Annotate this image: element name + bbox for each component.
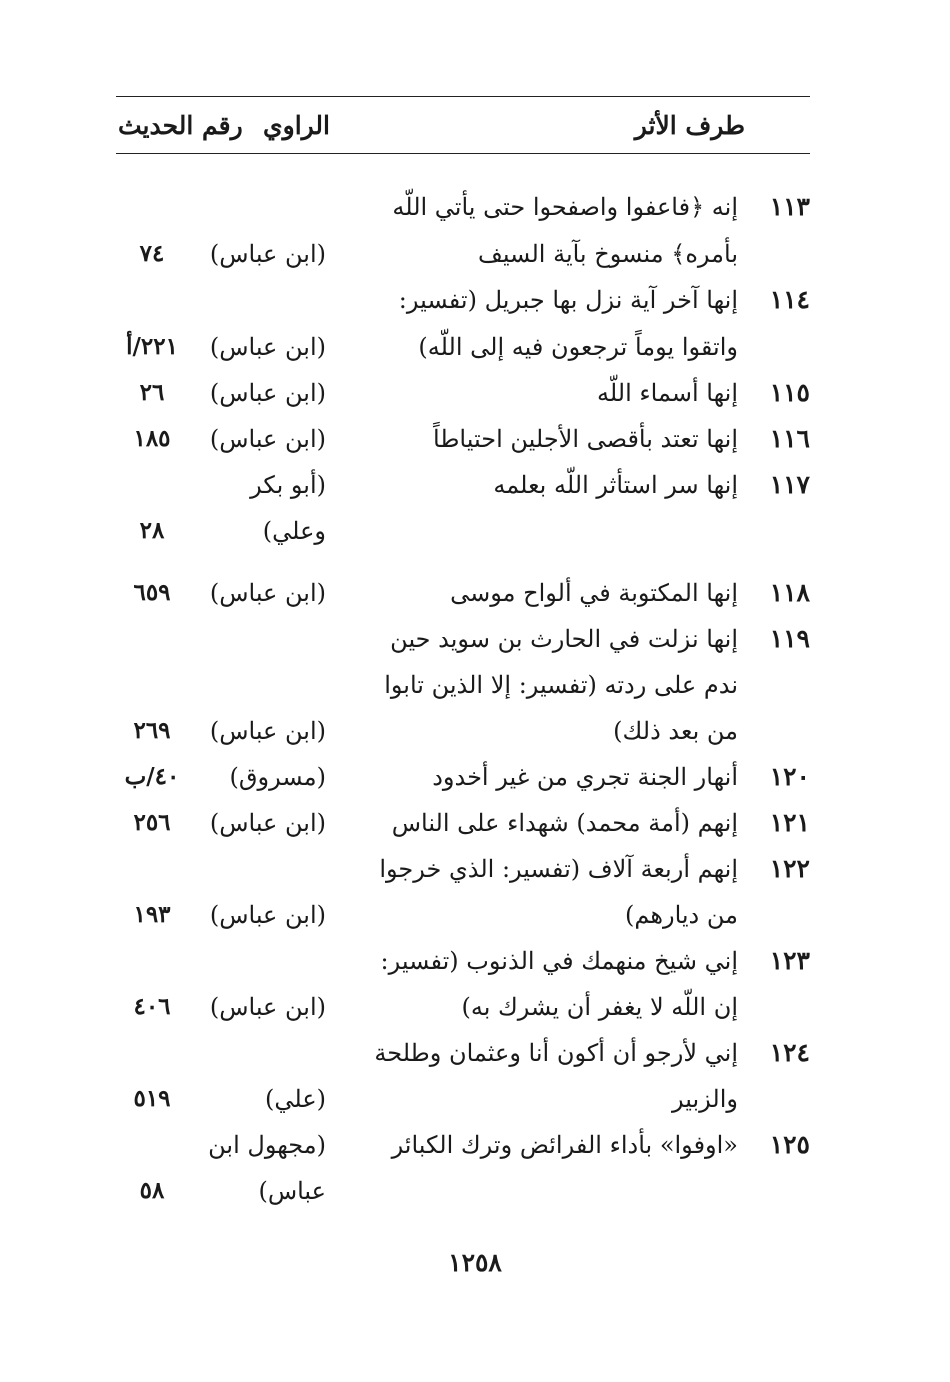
entry-hadith-number: ٢٢١/أ: [126, 333, 178, 360]
entry-number: ١٢٣: [769, 946, 810, 975]
entry-text: واتقوا يوماً ترجعون فيه إلى اللّه): [418, 333, 738, 361]
entry-text: إنها أسماء اللّه: [596, 379, 738, 407]
entry-hadith-number: ٢٥٦: [133, 809, 171, 836]
entry-number: ١١٣: [769, 192, 810, 221]
entry-narrator: (ابن عباس): [209, 901, 326, 929]
entry-line: [116, 662, 810, 708]
entry-narrator: (ابن عباس): [209, 379, 326, 407]
entry-narrator: (مسروق): [229, 763, 326, 791]
entry-line: [116, 1076, 810, 1122]
entry-hadith-number: ١٩٣: [133, 901, 171, 928]
entry-hadith-number: ٤٠/ب: [124, 763, 180, 790]
entry-narrator: عباس): [258, 1177, 326, 1205]
entry-line: [116, 508, 810, 554]
entry-narrator: (ابن عباس): [209, 809, 326, 837]
entry-narrator: (علي): [265, 1085, 326, 1113]
entry-line: [116, 1030, 810, 1076]
entry-narrator: (ابن عباس): [209, 579, 326, 607]
entry-line: [116, 1168, 810, 1214]
entry-line: [116, 616, 810, 662]
entry-text: إنها تعتد بأقصى الأجلين احتياطاً: [433, 425, 738, 453]
entry-text: أنهار الجنة تجري من غير أخدود: [432, 763, 738, 791]
entry-hadith-number: ١٨٥: [133, 425, 171, 452]
entry-number: ١٢٤: [769, 1038, 810, 1067]
entry-line: [116, 324, 810, 370]
entry-text: إن اللّه لا يغفر أن يشرك به): [461, 993, 738, 1021]
entry-number: ١١٥: [769, 378, 810, 407]
entry-text: والزبير: [672, 1085, 738, 1113]
entry-hadith-number: ٢٦: [139, 379, 165, 406]
entry-text: إنه ﴿فاعفوا واصفحوا حتى يأتي اللّه: [392, 193, 738, 221]
entry-number: ١٢٥: [769, 1130, 810, 1159]
entry-narrator: (ابن عباس): [209, 993, 326, 1021]
page-number: ١٢٥٨: [448, 1248, 502, 1277]
entry-text: إني لأرجو أن أكون أنا وعثمان وطلحة: [374, 1039, 738, 1067]
entry-hadith-number: ٢٦٩: [133, 717, 171, 744]
entry-hadith-number: ٢٨: [139, 517, 165, 544]
entry-number: ١١٩: [769, 624, 810, 653]
entry-number: ١٢١: [769, 808, 810, 837]
entry-line: [116, 984, 810, 1030]
entry-hadith-number: ٥١٩: [133, 1085, 171, 1112]
entry-line: [116, 1122, 810, 1168]
entry-hadith-number: ٧٤: [139, 240, 165, 267]
entry-line: [116, 846, 810, 892]
entry-line: [116, 892, 810, 938]
header-narrator-column: الراوي: [263, 111, 330, 140]
entry-number: ١٢٠: [769, 762, 810, 791]
entry-number: ١١٦: [769, 424, 810, 453]
entry-text: من بعد ذلك): [613, 717, 738, 745]
entry-number: ١٢٢: [769, 854, 810, 883]
header-rule: [116, 153, 810, 154]
entry-hadith-number: ٦٥٩: [133, 579, 171, 606]
entry-text: من ديارهم): [624, 901, 738, 929]
entry-narrator: (ابن عباس): [209, 333, 326, 361]
entry-text: إنها نزلت في الحارث بن سويد حين: [390, 625, 738, 653]
entry-text: بأمره﴾ منسوخ بآية السيف: [477, 240, 738, 268]
entry-text: «اوفوا» بأداء الفرائض وترك الكبائر: [391, 1131, 738, 1159]
entry-number: ١١٧: [769, 470, 810, 499]
entry-line: [116, 231, 810, 277]
header-text-column: طرف الأثر: [634, 111, 745, 140]
entry-number: ١١٤: [769, 285, 810, 314]
entry-narrator: (ابن عباس): [209, 425, 326, 453]
entry-number: ١١٨: [769, 578, 810, 607]
entry-line: [116, 754, 810, 800]
entry-text: إني شيخ منهمك في الذنوب (تفسير:: [380, 947, 738, 975]
top-rule: [116, 96, 810, 97]
entry-line: [116, 800, 810, 846]
entry-text: إنها سر استأثر اللّه بعلمه: [493, 471, 738, 499]
entry-line: [116, 708, 810, 754]
entry-narrator: (ابن عباس): [209, 717, 326, 745]
entry-text: ندم على ردته (تفسير: إلا الذين تابوا: [384, 671, 738, 699]
entry-line: [116, 370, 810, 416]
entry-line: [116, 462, 810, 508]
entry-text: إنهم أربعة آلاف (تفسير: الذي خرجوا: [379, 855, 738, 883]
entry-text: إنها آخر آية نزل بها جبريل (تفسير:: [398, 286, 738, 314]
entry-line: [116, 938, 810, 984]
header-number-column: رقم الحديث: [118, 111, 243, 140]
entry-narrator: (أبو بكر: [250, 471, 326, 499]
entry-hadith-number: ٤٠٦: [133, 993, 171, 1020]
entry-narrator: (ابن عباس): [209, 240, 326, 268]
entry-line: [116, 277, 810, 323]
entry-text: إنها المكتوبة في ألواح موسى: [450, 579, 738, 607]
entry-text: إنهم (أمة محمد) شهداء على الناس: [391, 809, 738, 837]
entry-hadith-number: ٥٨: [139, 1177, 165, 1204]
entry-narrator: وعلي): [262, 517, 326, 545]
entry-narrator: (مجهول ابن: [208, 1131, 326, 1159]
entry-line: [116, 416, 810, 462]
entry-line: [116, 570, 810, 616]
entry-line: [116, 184, 810, 230]
